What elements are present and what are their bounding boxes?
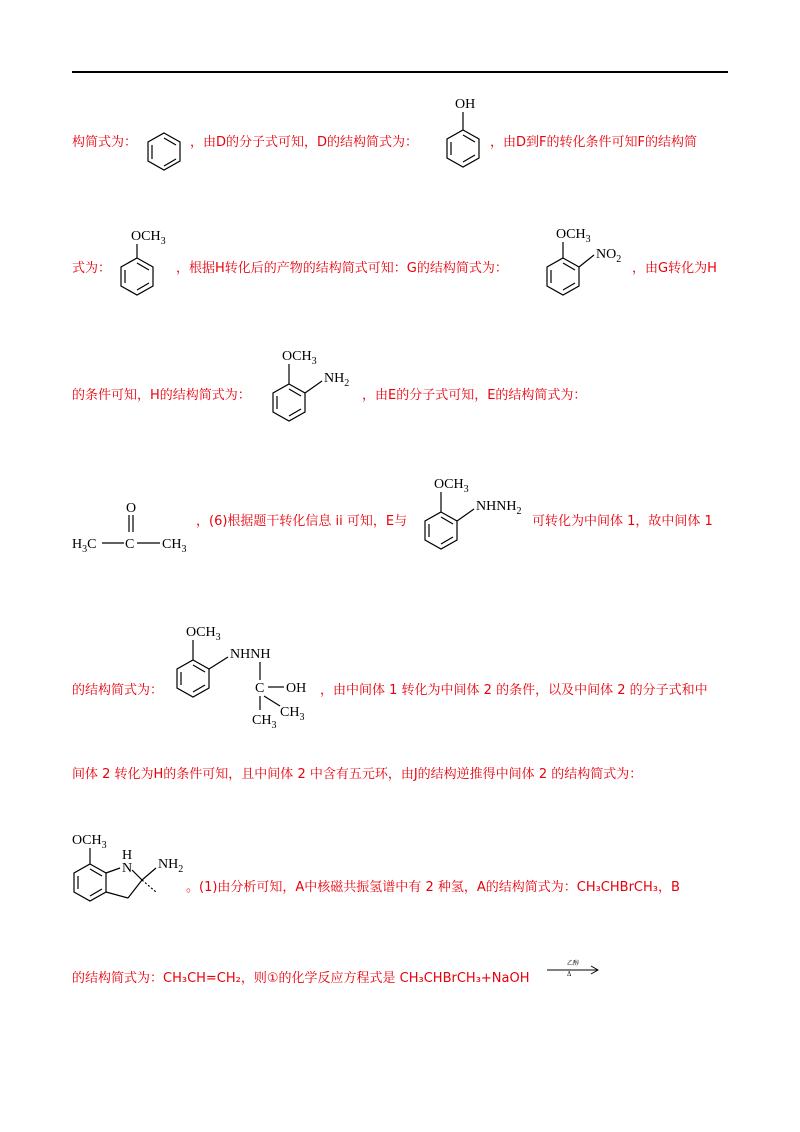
text-line-5a: 的结构简式为：: [72, 683, 164, 698]
benzene-structure: [142, 130, 186, 174]
text-line-2c: ，由G转化为H: [632, 261, 717, 276]
text-line-8: 的结构简式为：CH₃CH=CH₂，则①的化学反应方程式是 CH₃CHBrCH₃+NaOH: [72, 971, 530, 986]
oh-label: OH: [286, 681, 307, 696]
och3-label: $OCH_3$: [186, 625, 221, 643]
och3-label: $OCH_3$: [72, 833, 107, 851]
h3c-label: $H_3C$: [72, 537, 97, 555]
intermediate-1-structure: [172, 618, 322, 738]
text-line-1b: ，由D的分子式可知，D的结构简式为：: [190, 135, 419, 150]
no2-label: $NO_2$: [596, 247, 622, 265]
acetone-structure: [72, 498, 196, 554]
arrow-condition-top: 乙醇: [567, 960, 580, 967]
text-line-4b: 可转化为中间体 1，故中间体 1: [532, 514, 713, 529]
hydrazine-structure: [420, 470, 532, 554]
ch3-label-a: $CH_3$: [280, 705, 305, 723]
phenol-structure: [440, 92, 486, 174]
text-line-2a: 式为：: [72, 261, 112, 276]
ch3-label-b: $CH_3$: [252, 713, 277, 731]
aminoanisole-structure: [268, 344, 364, 428]
text-line-3a: 的条件可知，H的结构简式为：: [72, 388, 251, 403]
text-line-5b: ，由中间体 1 转化为中间体 2 的条件，以及中间体 2 的分子式和中: [320, 683, 708, 698]
oh-label: OH: [455, 97, 476, 112]
nhnh-label: NHNH: [230, 647, 271, 662]
arrow-condition-bottom: Δ: [567, 971, 572, 978]
text-line-7: 。(1)由分析可知，A中核磁共振氢谱中有 2 种氢，A的结构简式为：CH₃CHBrCH₃，B: [186, 880, 680, 895]
text-line-2b: ，根据H转化后的产物的结构简式可知：G的结构简式为：: [176, 261, 508, 276]
text-line-3b: ，由E的分子式可知，E的结构简式为：: [362, 388, 587, 403]
n-label: N: [122, 861, 133, 876]
header-rule: [72, 71, 728, 73]
ch3-label: $CH_3$: [162, 537, 187, 555]
h-label: H: [122, 848, 133, 863]
text-line-1a: 构简式为：: [72, 135, 138, 150]
nhnh2-label: $NHNH_2$: [476, 499, 522, 517]
nitroanisole-structure: [542, 222, 632, 302]
oxygen-label: O: [126, 501, 137, 516]
text-line-4a: ，(6)根据题干转化信息 ii 可知，E与: [196, 514, 408, 529]
reaction-arrow: [545, 960, 601, 982]
carbon-label: C: [125, 537, 135, 552]
text-line-6: 间体 2 转化为H的条件可知，且中间体 2 中含有五元环，由J的结构逆推得中间体 2 的结构简式为：: [72, 767, 643, 782]
och3-label: $OCH_3$: [131, 229, 166, 247]
anisole-structure: [115, 222, 179, 302]
och3-label: $OCH_3$: [434, 477, 469, 495]
text-line-1c: ，由D到F的转化条件可知F的结构简: [490, 135, 697, 150]
och3-label: $OCH_3$: [282, 349, 317, 367]
nh2-label: $NH_2$: [158, 857, 184, 875]
och3-label: $OCH_3$: [556, 227, 591, 245]
intermediate-2-structure: [70, 828, 190, 914]
carbon-label: C: [255, 681, 265, 696]
nh2-label: $NH_2$: [324, 371, 350, 389]
